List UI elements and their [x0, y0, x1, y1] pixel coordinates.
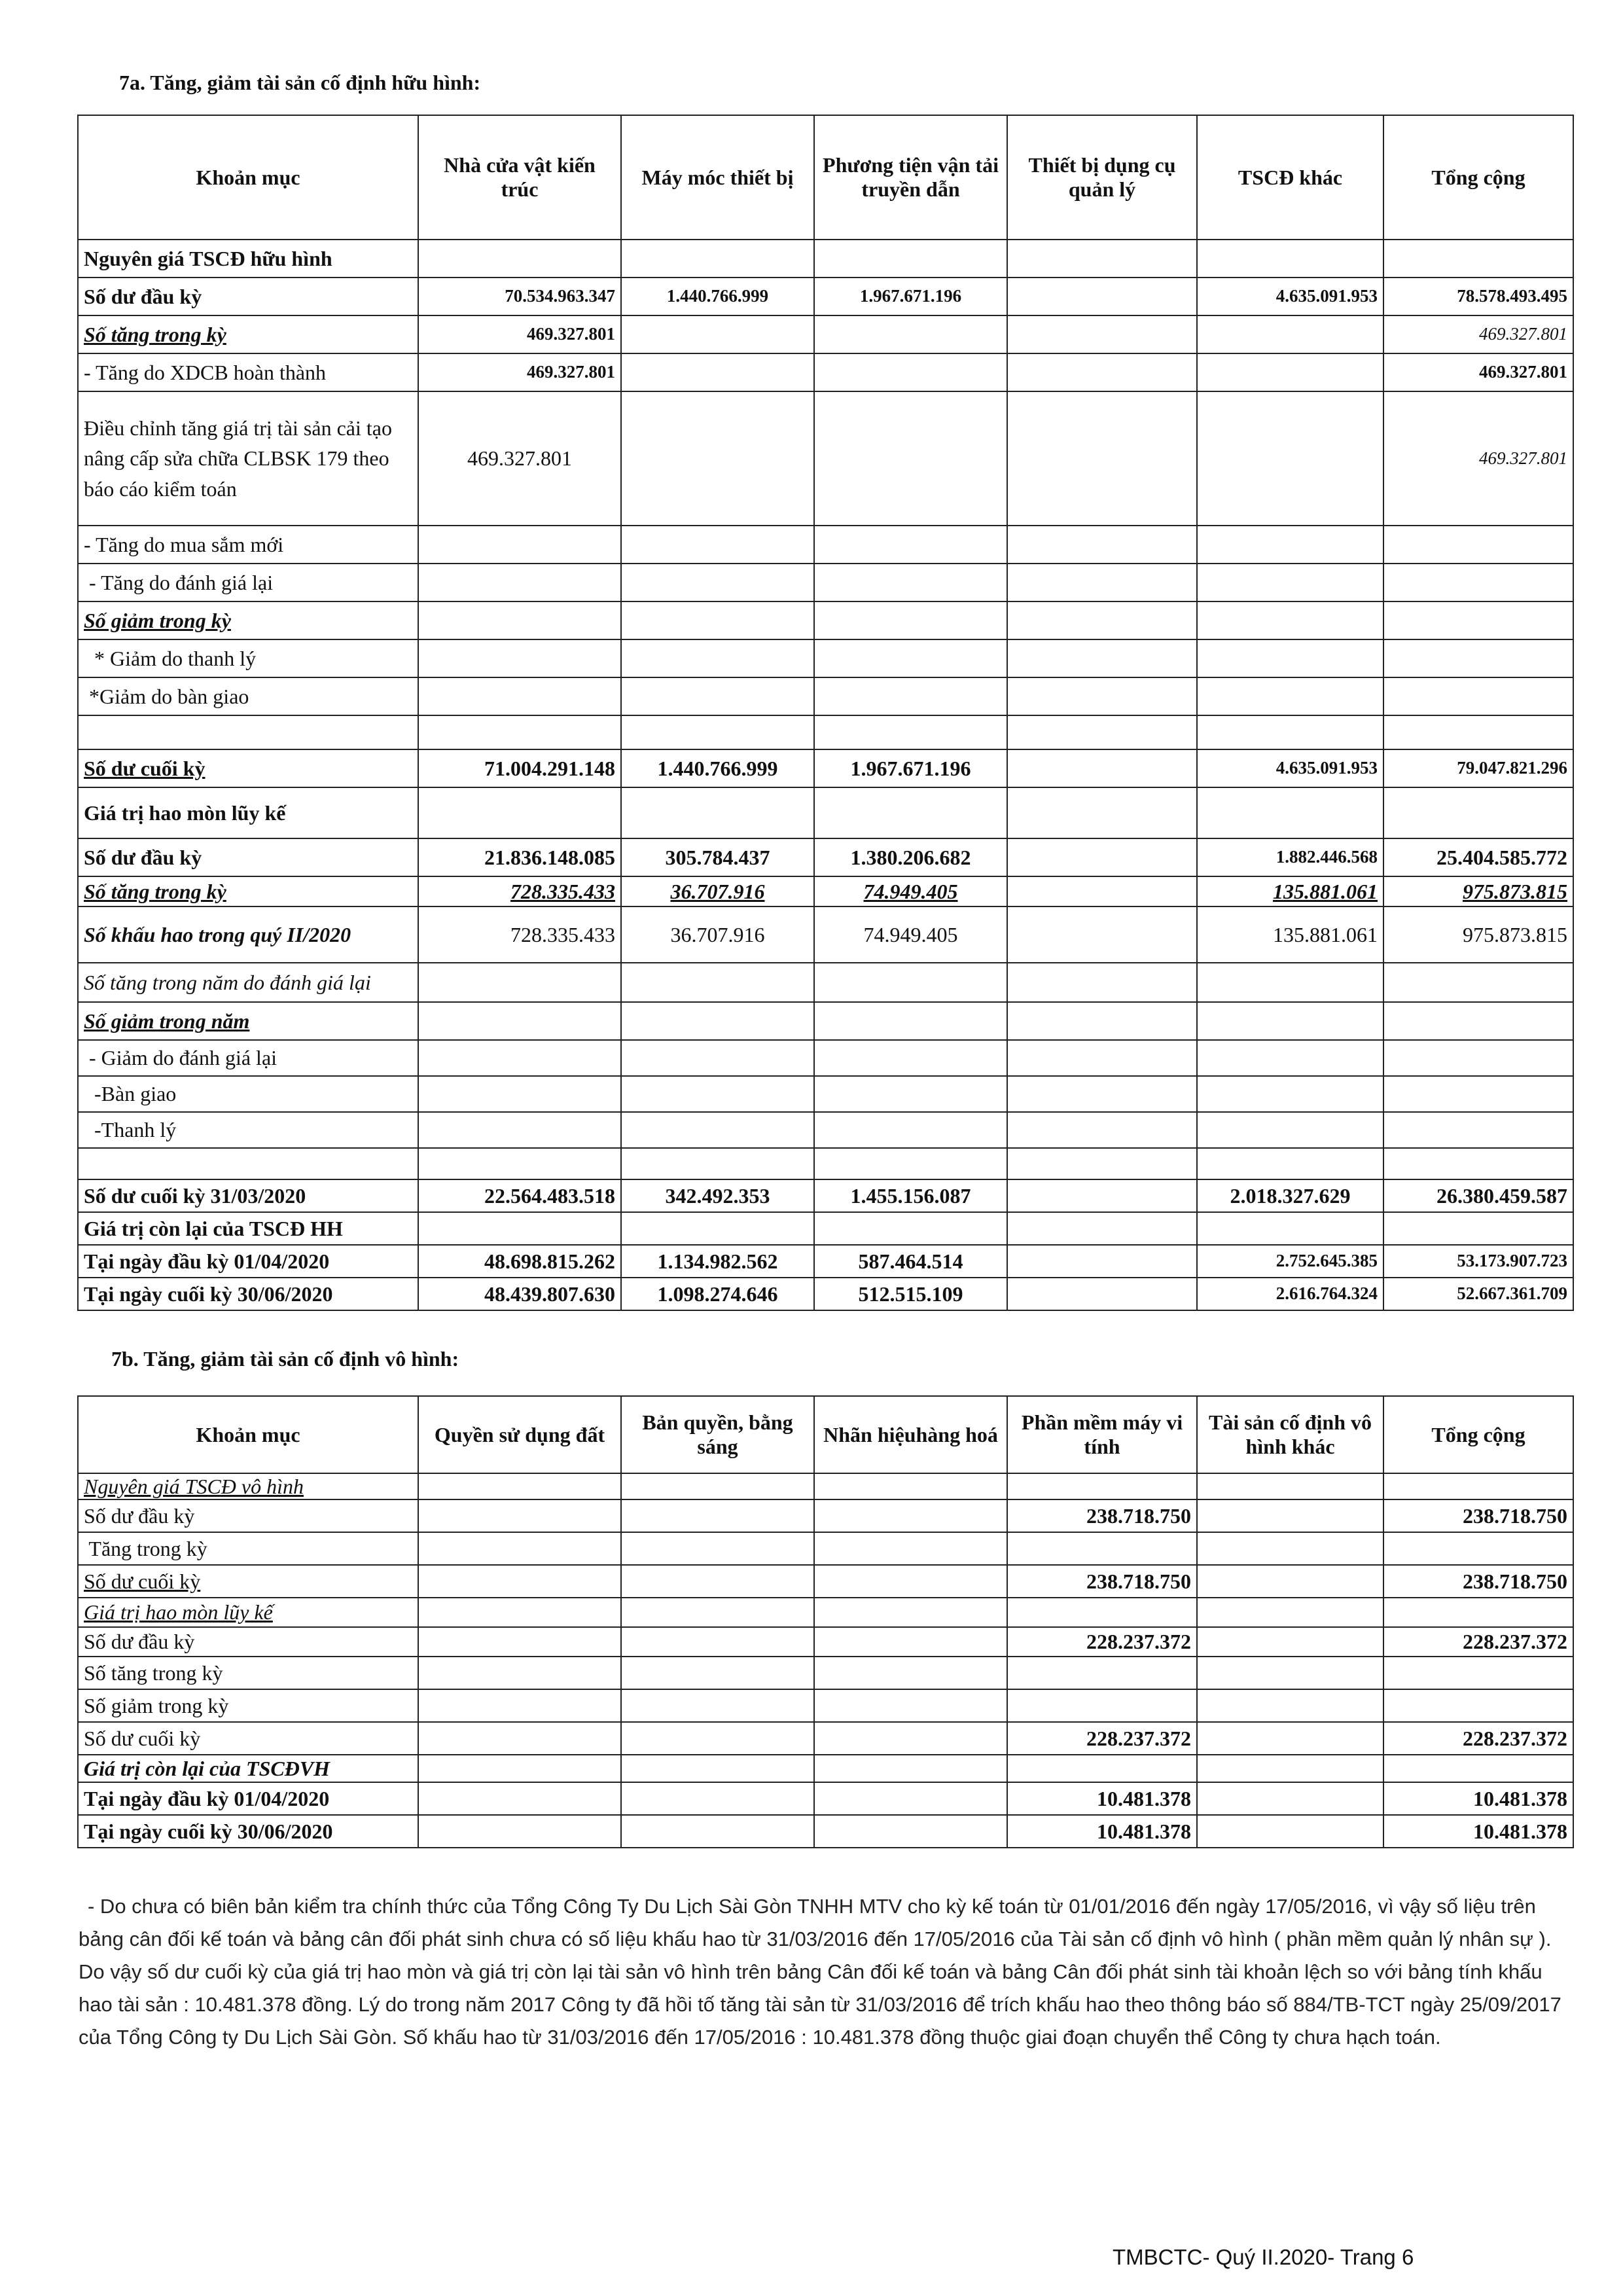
- row-label: Số tăng trong năm do đánh giá lại: [78, 963, 418, 1002]
- row-label: Số dư cuối kỳ: [78, 1565, 418, 1598]
- cell-value: 74.949.405: [814, 876, 1007, 906]
- cell-value: 4.635.091.953: [1197, 749, 1383, 787]
- cell-value: 53.173.907.723: [1383, 1245, 1573, 1278]
- cell-value: 228.237.372: [1383, 1627, 1573, 1657]
- cell-value: 1.455.156.087: [814, 1179, 1007, 1212]
- row-label: Số giảm trong kỳ: [78, 1689, 418, 1722]
- row-label: Số dư cuối kỳ: [78, 1722, 418, 1755]
- cell-value: 52.667.361.709: [1383, 1278, 1573, 1310]
- footnote-text: - Do chưa có biên bản kiểm tra chính thức của Tổng Công Ty Du Lịch Sài Gòn TNHH MTV cho kỳ kế toán từ 01/01/2016 đến ngày 17/05/2016, vì vậy số liệu trên bảng cân đối kế toán và bảng cân đối phát sinh chưa có số liệu khấu hao từ 31/03/2016 đến 17/05/2016 của Tài sản cố định vô hình ( phần mềm quản lý nhân sự ). Do vậy số dư cuối kỳ của giá trị hao mòn và giá trị còn lại tài sản vô hình trên bảng Cân đối kế toán và bảng Cân đối phát sinh tài khoản lệch so với bảng tính khấu hao tài sản : 10.481.378 đồng. Lý do trong năm 2017 Công ty đã hồi tố tăng tài sản từ 31/03/2016 để trích khấu hao theo thông báo số 884/TB-TCT ngày 25/09/2017 của Tổng Công ty Du Lịch Sài Gòn. Số khấu hao từ 31/03/2016 đến 17/05/2016 : 10.481.378 đồng thuộc giai đoạn chuyển thể Công ty chưa hạch toán.: [79, 1895, 1561, 2049]
- cell-value: 469.327.801: [1383, 391, 1573, 526]
- row-label: Tại ngày cuối kỳ 30/06/2020: [78, 1278, 418, 1310]
- cell-value: 135.881.061: [1197, 876, 1383, 906]
- table-row: [78, 876, 1573, 906]
- cell-value: 135.881.061: [1197, 906, 1383, 963]
- row-label: Tại ngày cuối kỳ 30/06/2020: [78, 1815, 418, 1848]
- col-header: Quyền sử dụng đất: [418, 1396, 621, 1473]
- cell-value: 1.440.766.999: [621, 749, 814, 787]
- cell-value: 10.481.378: [1383, 1815, 1573, 1848]
- row-label: Giá trị hao mòn lũy kế: [78, 1598, 418, 1627]
- row-label: Số dư cuối kỳ 31/03/2020: [78, 1179, 418, 1212]
- section-7a-title: 7a. Tăng, giảm tài sản cố định hữu hình:: [119, 71, 481, 94]
- cell-value: 2.616.764.324: [1197, 1278, 1383, 1310]
- col-header: Nhà cửa vật kiến trúc: [418, 115, 621, 240]
- row-label: Số dư đầu kỳ: [78, 1499, 418, 1532]
- cell-value: 469.327.801: [418, 353, 621, 391]
- table-header-row: [78, 115, 1573, 240]
- row-label: Tại ngày đầu kỳ 01/04/2020: [78, 1782, 418, 1815]
- col-header: TSCĐ khác: [1197, 115, 1383, 240]
- table-row: [78, 1565, 1573, 1598]
- row-label: Giá trị hao mòn lũy kế: [78, 787, 418, 838]
- cell-value: 2.018.327.629: [1197, 1179, 1383, 1212]
- table-header-row: [78, 1396, 1573, 1473]
- cell-value: 238.718.750: [1383, 1499, 1573, 1532]
- row-label: Số dư đầu kỳ: [78, 1627, 418, 1657]
- table-row: [78, 1278, 1573, 1310]
- table-row: [78, 787, 1573, 838]
- cell-value: 238.718.750: [1383, 1565, 1573, 1598]
- table-row: [78, 1076, 1573, 1112]
- cell-value: 1.098.274.646: [621, 1278, 814, 1310]
- col-header: Khoản mục: [78, 1396, 418, 1473]
- row-label: Số giảm trong năm: [78, 1002, 418, 1040]
- cell-value: 342.492.353: [621, 1179, 814, 1212]
- row-label: Số tăng trong kỳ: [78, 1657, 418, 1689]
- cell-value: 975.873.815: [1383, 906, 1573, 963]
- cell-value: 975.873.815: [1383, 876, 1573, 906]
- cell-value: 79.047.821.296: [1383, 749, 1573, 787]
- table-row: [78, 963, 1573, 1002]
- col-header: Thiết bị dụng cụ quản lý: [1007, 115, 1197, 240]
- row-label: Số tăng trong kỳ: [78, 315, 418, 353]
- row-label: Điều chỉnh tăng giá trị tài sản cải tạo nâng cấp sửa chữa CLBSK 179 theo báo cáo kiểm toán: [78, 391, 418, 526]
- col-header: Tổng cộng: [1383, 1396, 1573, 1473]
- col-header: Khoản mục: [78, 115, 418, 240]
- cell-value: 10.481.378: [1383, 1782, 1573, 1815]
- cell-value: 1.440.766.999: [621, 278, 814, 315]
- cell-value: 26.380.459.587: [1383, 1179, 1573, 1212]
- row-label: - Tăng do đánh giá lại: [78, 564, 418, 601]
- cell-value: 587.464.514: [814, 1245, 1007, 1278]
- col-header: Tài sản cố định vô hình khác: [1197, 1396, 1383, 1473]
- cell-value: 36.707.916: [621, 906, 814, 963]
- table-row: [78, 1499, 1573, 1532]
- table-row: [78, 906, 1573, 963]
- table-row: [78, 1473, 1573, 1499]
- table-row: [78, 1040, 1573, 1076]
- col-header: Phần mềm máy vi tính: [1007, 1396, 1197, 1473]
- cell-value: 228.237.372: [1007, 1627, 1197, 1657]
- cell-value: 469.327.801: [418, 391, 621, 526]
- cell-value: 1.380.206.682: [814, 838, 1007, 876]
- row-label: - Tăng do XDCB hoàn thành: [78, 353, 418, 391]
- intangible-assets-table: [77, 1395, 1574, 1848]
- row-label: Số dư cuối kỳ: [78, 749, 418, 787]
- cell-value: 4.635.091.953: [1197, 278, 1383, 315]
- cell-value: 10.481.378: [1007, 1815, 1197, 1848]
- col-header: Tổng cộng: [1383, 115, 1573, 240]
- table-row: [78, 1815, 1573, 1848]
- col-header: Máy móc thiết bị: [621, 115, 814, 240]
- row-label: Số giảm trong kỳ: [78, 601, 418, 639]
- table-row: [78, 391, 1573, 526]
- table-row: [78, 601, 1573, 639]
- page-footer: TMBCTC- Quý II.2020- Trang 6: [1113, 2245, 1414, 2269]
- table-row: [78, 1722, 1573, 1755]
- table-row: [78, 315, 1573, 353]
- cell-value: 238.718.750: [1007, 1499, 1197, 1532]
- table-row: [78, 1245, 1573, 1278]
- cell-value: 2.752.645.385: [1197, 1245, 1383, 1278]
- table-row: [78, 278, 1573, 315]
- table-row: [78, 1657, 1573, 1689]
- cell-value: 25.404.585.772: [1383, 838, 1573, 876]
- col-header: Bản quyền, bằng sáng: [621, 1396, 814, 1473]
- cell-value: 469.327.801: [1383, 315, 1573, 353]
- table-row: [78, 1755, 1573, 1782]
- table-row: [78, 1212, 1573, 1245]
- col-header: Phương tiện vận tải truyền dẫn: [814, 115, 1007, 240]
- row-label: -Bàn giao: [78, 1076, 418, 1112]
- cell-value: 78.578.493.495: [1383, 278, 1573, 315]
- cell-value: 10.481.378: [1007, 1782, 1197, 1815]
- row-label: Số dư đầu kỳ: [78, 838, 418, 876]
- table-row: [78, 715, 1573, 749]
- table-row: [78, 1112, 1573, 1148]
- section-7b-title: 7b. Tăng, giảm tài sản cố định vô hình:: [111, 1347, 459, 1371]
- row-label: Nguyên giá TSCĐ vô hình: [78, 1473, 418, 1499]
- cell-value: 512.515.109: [814, 1278, 1007, 1310]
- table-row: [78, 564, 1573, 601]
- cell-value: 1.134.982.562: [621, 1245, 814, 1278]
- cell-value: 1.967.671.196: [814, 749, 1007, 787]
- row-label: Giá trị còn lại của TSCĐVH: [78, 1755, 418, 1782]
- row-label: Số tăng trong kỳ: [78, 876, 418, 906]
- table-row: [78, 1148, 1573, 1179]
- row-label: - Tăng do mua sắm mới: [78, 526, 418, 564]
- row-label: * Giảm do thanh lý: [78, 639, 418, 677]
- cell-value: 48.698.815.262: [418, 1245, 621, 1278]
- table-row: [78, 240, 1573, 278]
- table-row: [78, 1532, 1573, 1565]
- row-label: Nguyên giá TSCĐ hữu hình: [78, 240, 418, 278]
- row-label: Tăng trong kỳ: [78, 1532, 418, 1565]
- cell-value: 1.882.446.568: [1197, 838, 1383, 876]
- cell-value: 728.335.433: [418, 876, 621, 906]
- table-row: [78, 1002, 1573, 1040]
- table-row: [78, 838, 1573, 876]
- cell-value: 228.237.372: [1007, 1722, 1197, 1755]
- row-label: -Thanh lý: [78, 1112, 418, 1148]
- cell-value: 70.534.963.347: [418, 278, 621, 315]
- table-row: [78, 749, 1573, 787]
- cell-value: 74.949.405: [814, 906, 1007, 963]
- table-row: [78, 677, 1573, 715]
- table-row: [78, 1689, 1573, 1722]
- cell-value: 305.784.437: [621, 838, 814, 876]
- row-label: Tại ngày đầu kỳ 01/04/2020: [78, 1245, 418, 1278]
- cell-value: 36.707.916: [621, 876, 814, 906]
- row-label: Số khấu hao trong quý II/2020: [78, 906, 418, 963]
- cell-value: 228.237.372: [1383, 1722, 1573, 1755]
- row-label: Số dư đầu kỳ: [78, 278, 418, 315]
- table-row: [78, 1179, 1573, 1212]
- col-header: Nhãn hiệuhàng hoá: [814, 1396, 1007, 1473]
- table-row: [78, 1782, 1573, 1815]
- cell-value: 21.836.148.085: [418, 838, 621, 876]
- table-row: [78, 526, 1573, 564]
- row-label: - Giảm do đánh giá lại: [78, 1040, 418, 1076]
- table-row: [78, 353, 1573, 391]
- cell-value: 728.335.433: [418, 906, 621, 963]
- row-label: *Giảm do bàn giao: [78, 677, 418, 715]
- cell-value: 469.327.801: [418, 315, 621, 353]
- row-label: Giá trị còn lại của TSCĐ HH: [78, 1212, 418, 1245]
- cell-value: 71.004.291.148: [418, 749, 621, 787]
- table-row: [78, 639, 1573, 677]
- cell-value: 1.967.671.196: [814, 278, 1007, 315]
- tangible-assets-table: [77, 115, 1574, 1311]
- cell-value: 48.439.807.630: [418, 1278, 621, 1310]
- table-row: [78, 1627, 1573, 1657]
- table-row: [78, 1598, 1573, 1627]
- footnote: [79, 1890, 1574, 2054]
- cell-value: 22.564.483.518: [418, 1179, 621, 1212]
- cell-value: 469.327.801: [1383, 353, 1573, 391]
- cell-value: 238.718.750: [1007, 1565, 1197, 1598]
